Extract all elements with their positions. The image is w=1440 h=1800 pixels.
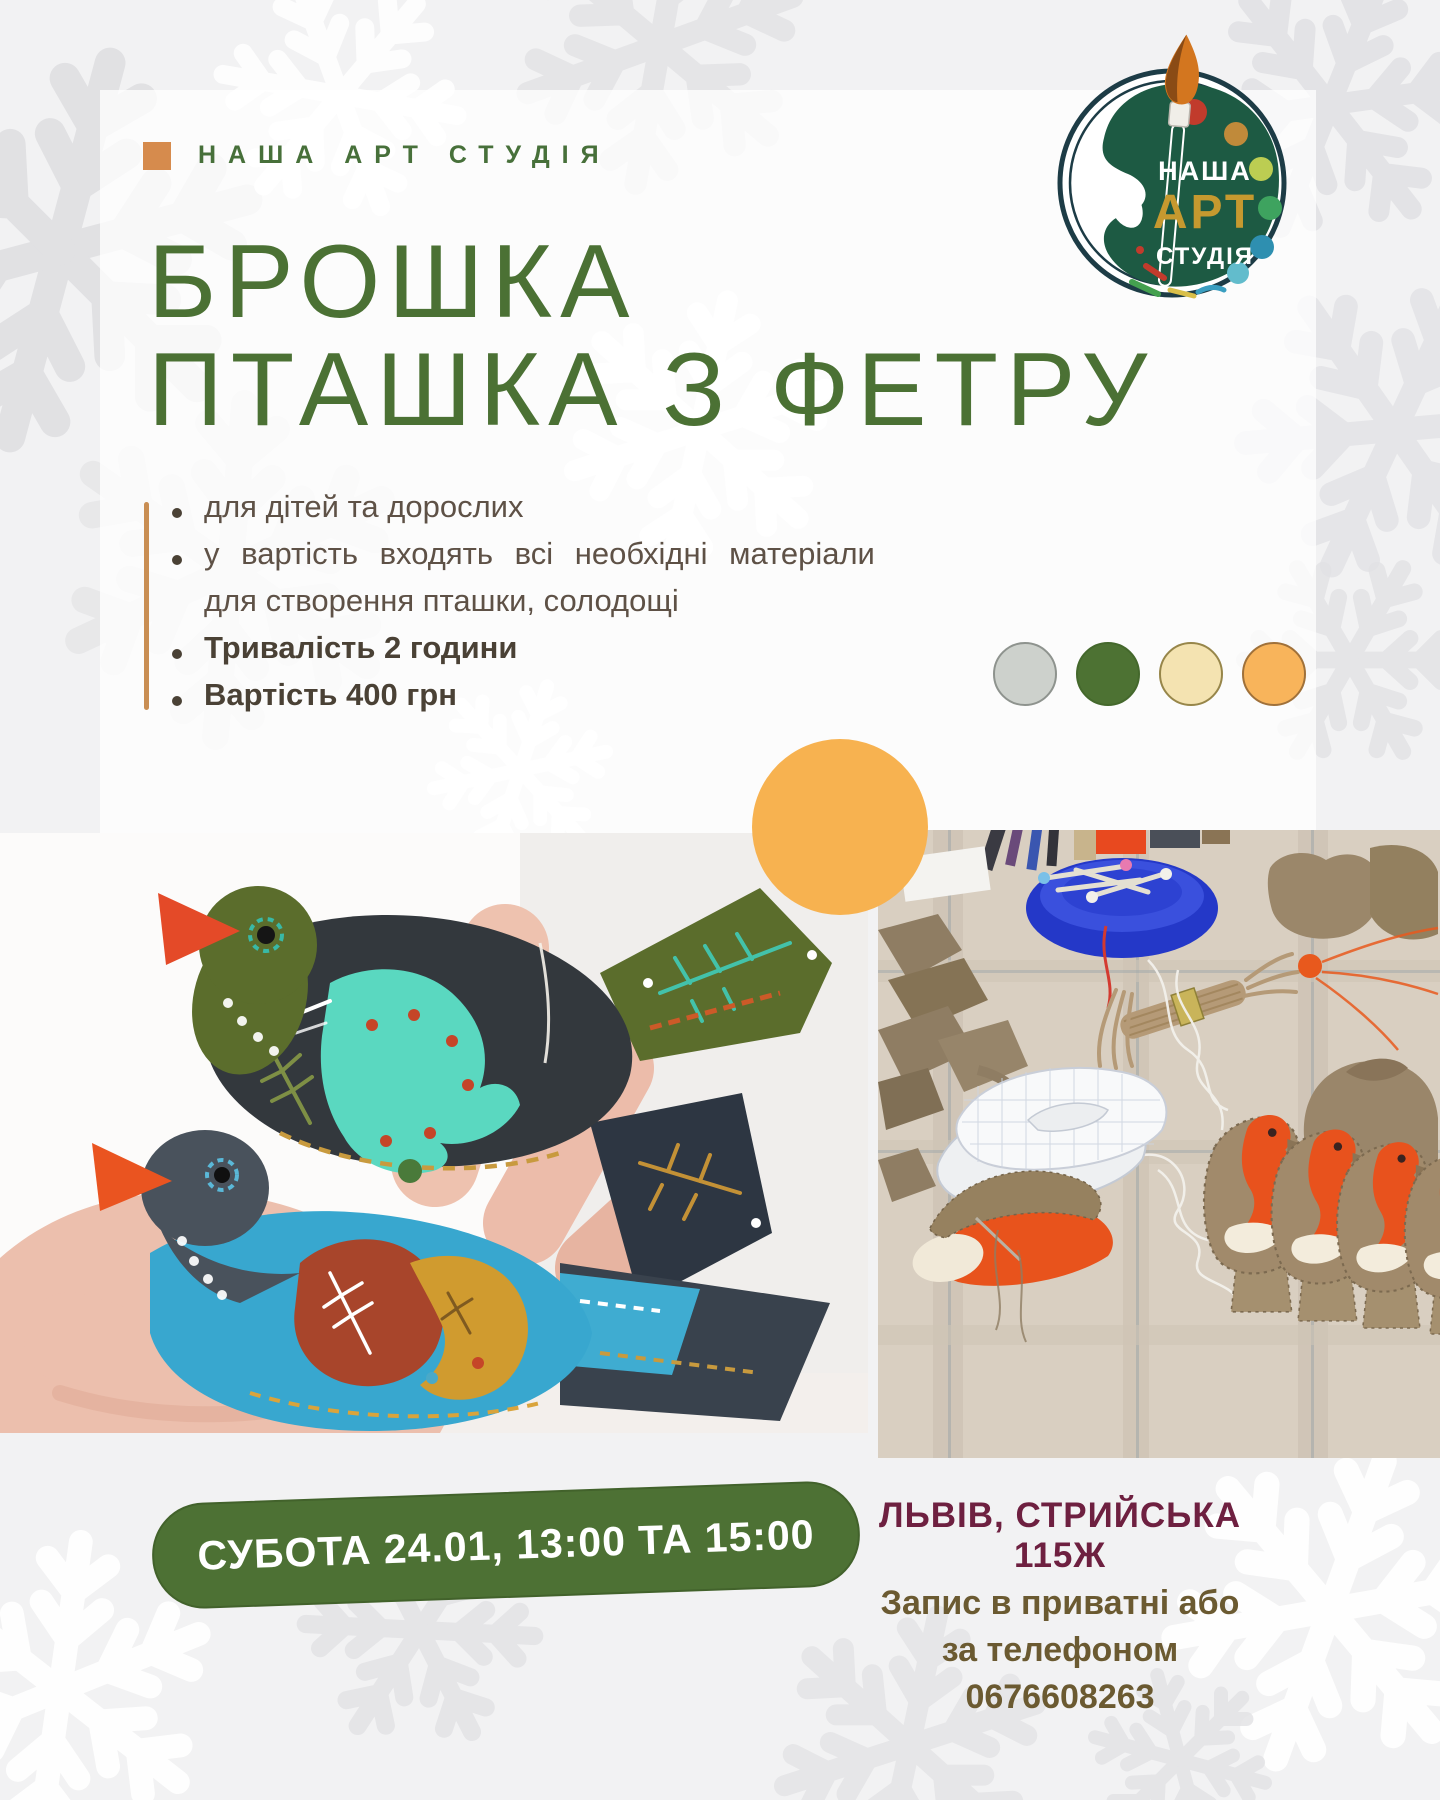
title-line-2: ПТАШКА З ФЕТРУ bbox=[148, 332, 1156, 448]
bullet-dot bbox=[172, 696, 182, 706]
dark-felt-piece bbox=[1150, 830, 1200, 848]
orange-felt-piece bbox=[1096, 830, 1146, 854]
logo-text-line1: НАША bbox=[1158, 156, 1252, 186]
felt-cutout-right bbox=[1370, 845, 1438, 940]
photo-birds-in-hand bbox=[0, 833, 868, 1433]
list-item: Тривалість 2 години bbox=[172, 630, 875, 677]
palette-dot-gray bbox=[993, 642, 1057, 706]
palette-dot-orange bbox=[1242, 642, 1306, 706]
brand-accent-square bbox=[143, 142, 171, 170]
page-title bbox=[148, 224, 1156, 448]
list-item: Вартість 400 грн bbox=[172, 677, 875, 724]
list-item: у вартість входять всі необхідні матеріали bbox=[172, 536, 875, 583]
address-text: ЛЬВІВ, СТРИЙСЬКА 115Ж bbox=[879, 1496, 1241, 1575]
orange-circle-decor bbox=[752, 739, 928, 915]
details-list bbox=[172, 489, 875, 724]
brown-felt-piece bbox=[1202, 830, 1230, 844]
color-palette-dots bbox=[993, 642, 1306, 706]
event-date-button[interactable]: СУБОТА 24.01, 13:00 ТА 15:00 bbox=[150, 1480, 861, 1611]
contact-line-1: Запис в приватні або bbox=[880, 1584, 1240, 1622]
logo-text-line2: АРТ bbox=[1152, 186, 1258, 239]
brand-header bbox=[143, 141, 611, 170]
bullet-dot bbox=[172, 508, 182, 518]
contact-block bbox=[845, 1580, 1275, 1721]
brand-label: НАША АРТ СТУДІЯ bbox=[198, 141, 611, 169]
contact-line-2: за телефоном 0676608263 bbox=[941, 1631, 1179, 1716]
logo-text-line3: СТУДІЯ bbox=[1155, 243, 1255, 270]
bullet-dot bbox=[172, 555, 182, 565]
list-item: для дітей та дорослих bbox=[172, 489, 875, 536]
list-item-continuation: для створення пташки, солодощі bbox=[204, 583, 679, 618]
felt-strip bbox=[1074, 830, 1096, 860]
palette-dot-green bbox=[1076, 642, 1140, 706]
palette-dot-cream bbox=[1159, 642, 1223, 706]
accent-rule bbox=[144, 502, 149, 710]
title-line-1: БРОШКА bbox=[148, 224, 638, 340]
bullet-dot bbox=[172, 649, 182, 659]
photo-workshop-table bbox=[878, 830, 1440, 1458]
